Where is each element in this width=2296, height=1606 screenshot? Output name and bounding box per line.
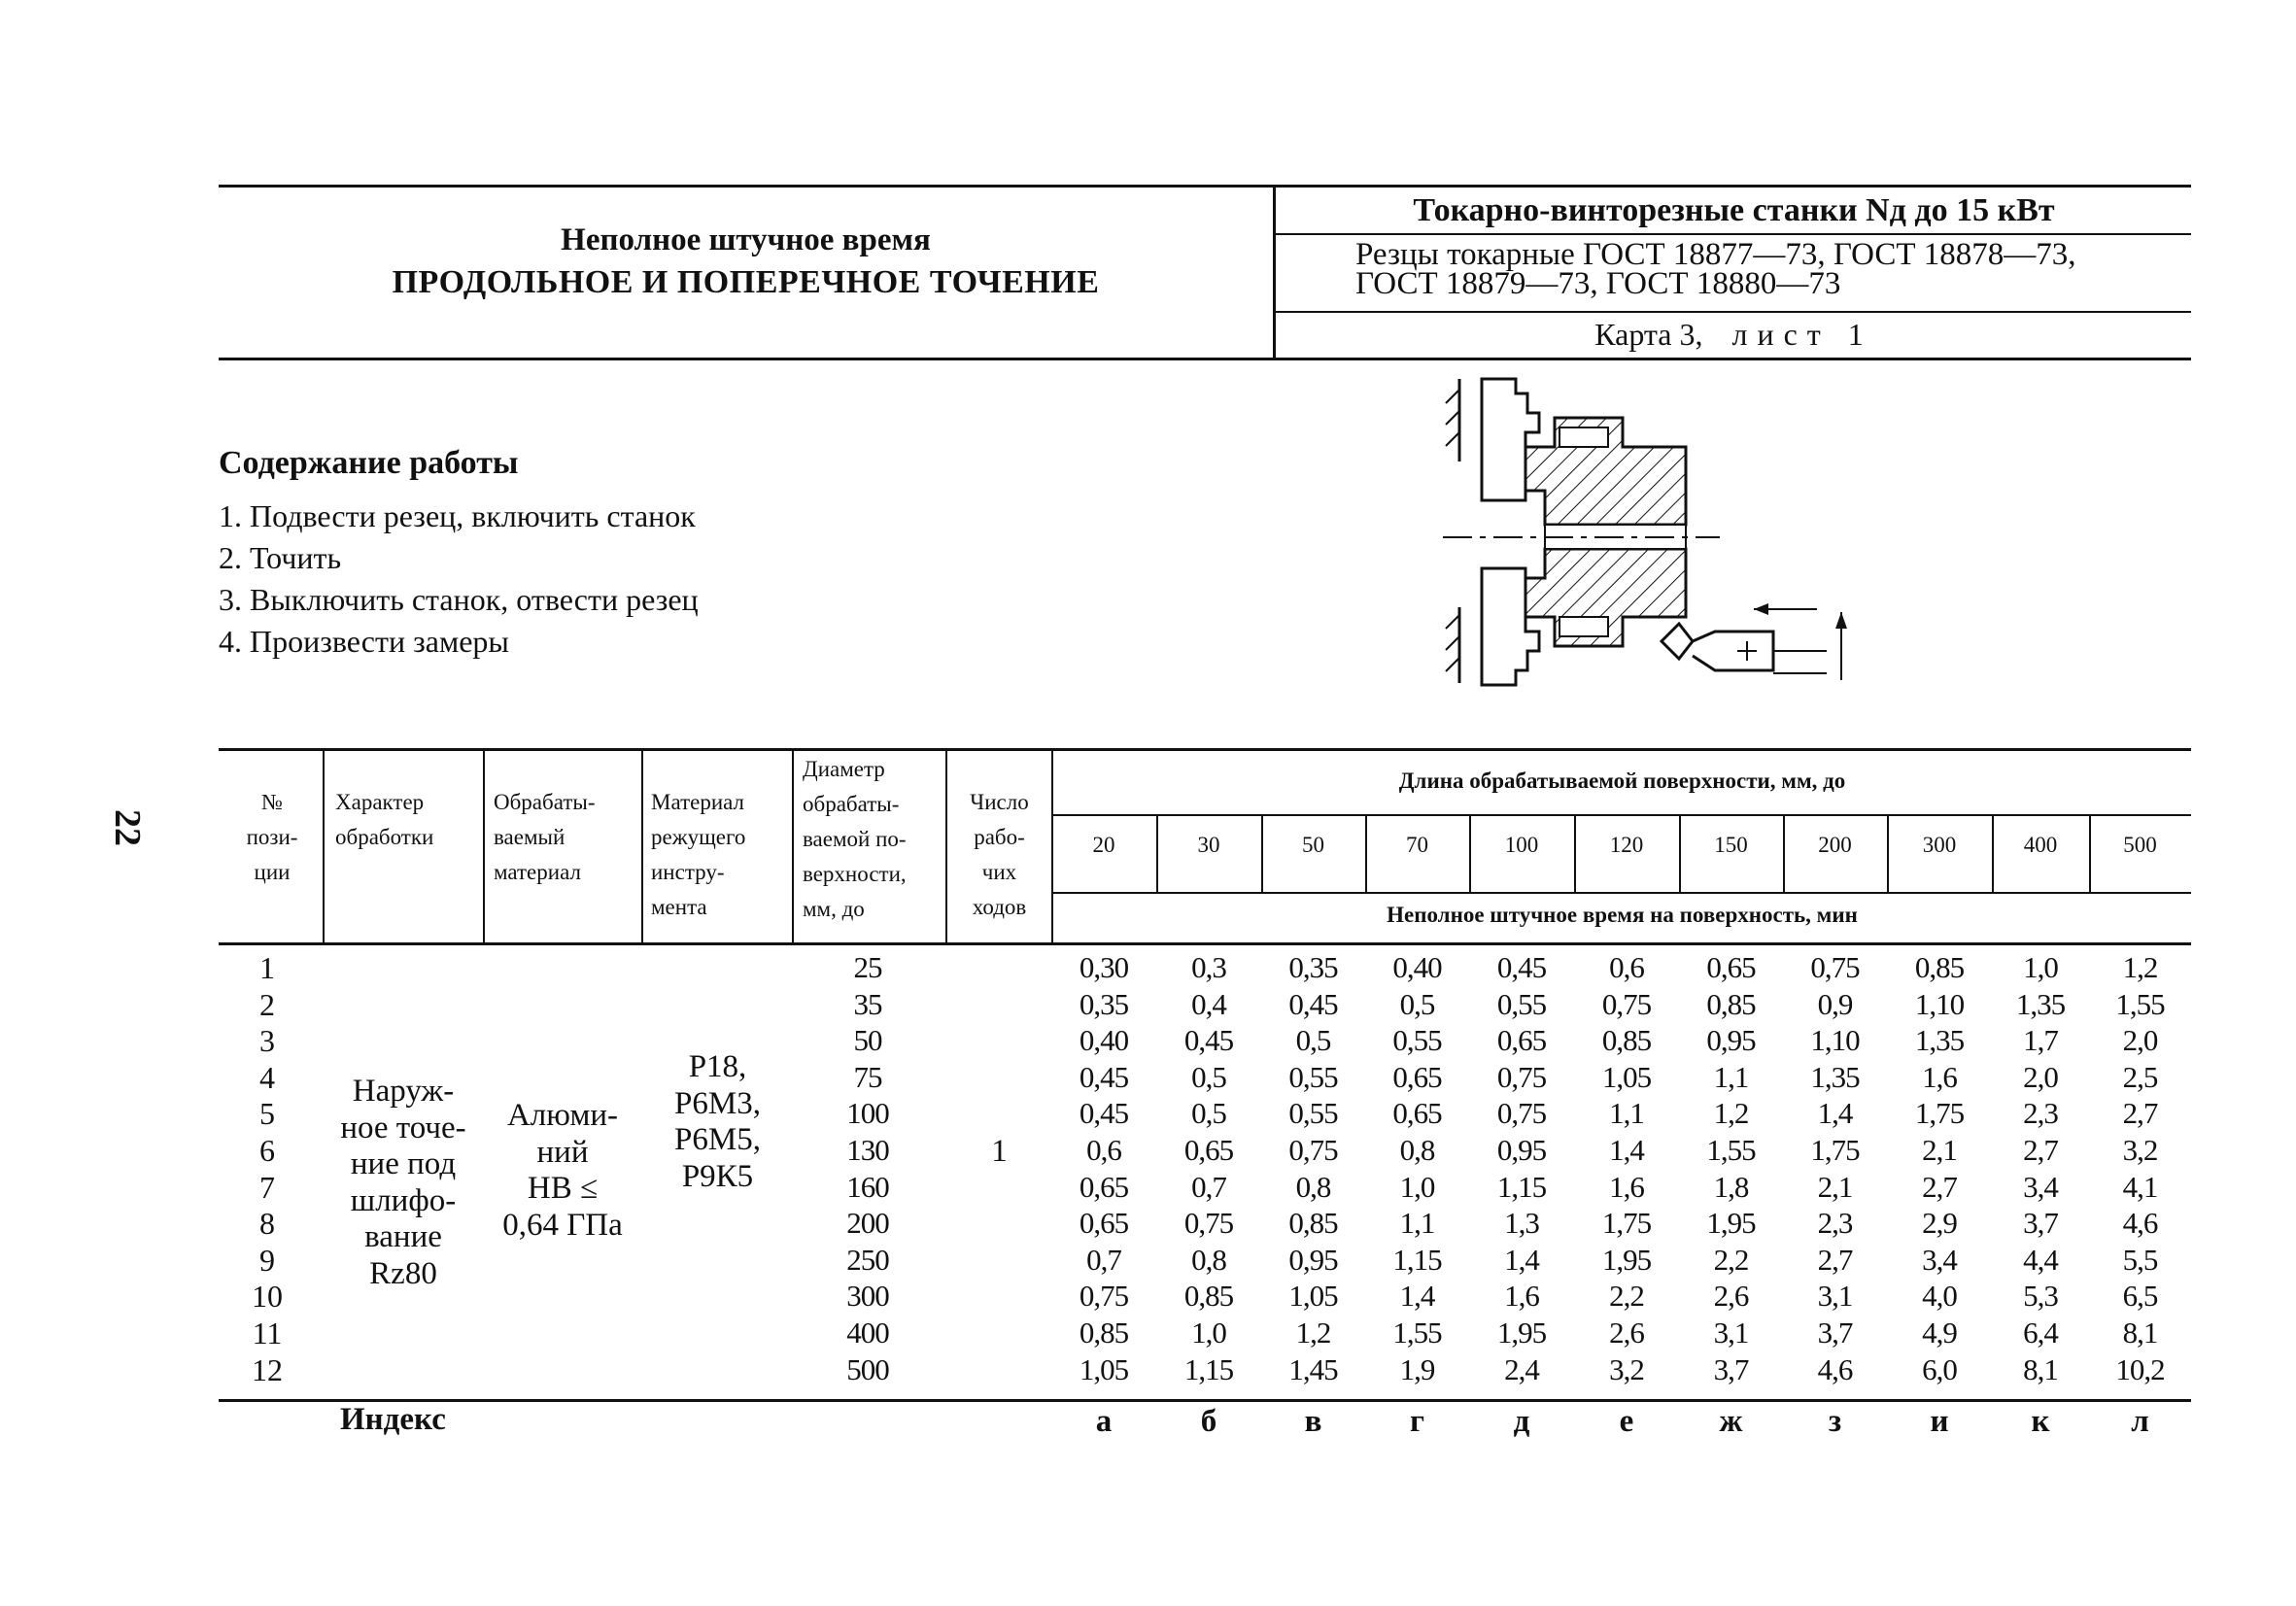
work-heading: Содержание работы (219, 445, 519, 481)
time-value: 3,7 (2023, 1206, 2058, 1241)
index-letter: к (2031, 1404, 2050, 1439)
col-divider (323, 748, 325, 942)
row-position: 3 (259, 1023, 275, 1059)
work-step: 4. Произвести замеры (219, 624, 509, 659)
time-value: 0,75 (1079, 1279, 1129, 1314)
header-machine: Токарно-винторезные станки Nд до 15 кВт (1413, 192, 2055, 228)
header-tool (651, 785, 792, 925)
length-values-rule (1051, 892, 2191, 894)
header-material-line: ваемый (494, 825, 565, 849)
header-diameter-line: ваемой по- (803, 827, 907, 851)
header-pos-line: № (261, 790, 283, 814)
time-value: 1,2 (1295, 1316, 1331, 1350)
row-position: 12 (252, 1351, 283, 1387)
table-header-bottom-rule (219, 942, 2191, 945)
row-position: 4 (259, 1059, 275, 1095)
header-passes-line: Число (970, 790, 1029, 814)
time-value: 1,8 (1713, 1169, 1749, 1204)
header-time: Неполное штучное время на поверхность, мин (1387, 903, 1858, 927)
time-value: 2,7 (2023, 1133, 2058, 1167)
row-position: 1 (259, 950, 275, 985)
time-value: 1,2 (1713, 1096, 1749, 1131)
time-value: 1,05 (1288, 1279, 1338, 1314)
work-step: 3. Выключить станок, отвести резец (219, 582, 699, 617)
time-value: 0,75 (1288, 1133, 1338, 1167)
row-position: 2 (259, 986, 275, 1022)
time-value: 6,4 (2023, 1316, 2058, 1350)
time-value: 0,85 (1183, 1279, 1234, 1314)
time-value: 2,7 (1922, 1169, 1957, 1204)
length-header: 500 (2123, 833, 2157, 857)
index-letter: е (1619, 1404, 1634, 1439)
pass-count: 1 (991, 1134, 1008, 1169)
processing-line: Наруж- (352, 1074, 455, 1109)
time-value: 3,4 (2023, 1169, 2058, 1204)
length-header: 30 (1197, 833, 1220, 857)
time-value: 0,9 (1817, 986, 1853, 1021)
processing-line: шлифо- (350, 1182, 457, 1218)
time-value: 0,8 (1295, 1169, 1331, 1204)
header-tool-line: инстру- (651, 860, 725, 884)
time-value: 6,0 (1922, 1351, 1957, 1386)
row-position: 5 (259, 1096, 275, 1132)
row-diameter: 35 (853, 986, 882, 1021)
index-letter: г (1410, 1404, 1424, 1439)
header-right-rule-1 (1275, 233, 2191, 235)
time-value: 3,2 (2122, 1133, 2158, 1167)
time-value: 0,55 (1496, 986, 1547, 1021)
time-value: 0,40 (1392, 950, 1442, 984)
row-diameter: 50 (853, 1023, 882, 1058)
processing-type (321, 1074, 486, 1292)
time-value: 1,10 (1810, 1023, 1860, 1058)
time-value: 4,0 (1922, 1279, 1957, 1314)
time-value: 3,1 (1817, 1279, 1853, 1314)
processing-line: ние под (350, 1146, 457, 1181)
length-header: 100 (1504, 833, 1539, 857)
time-value: 0,85 (1914, 950, 1965, 984)
time-value: 3,4 (1922, 1242, 1957, 1277)
length-header: 200 (1818, 833, 1852, 857)
header-passes (947, 785, 1051, 925)
time-value: 1,4 (1609, 1133, 1644, 1167)
time-value: 0,35 (1288, 950, 1338, 984)
header-diameter-line: Диаметр (803, 757, 885, 781)
col-divider (792, 748, 794, 942)
time-value: 0,30 (1079, 950, 1129, 984)
length-header: 150 (1714, 833, 1748, 857)
time-value: 0,95 (1706, 1023, 1756, 1058)
time-value: 0,75 (1496, 1096, 1547, 1131)
time-value: 0,75 (1601, 986, 1652, 1021)
header-tool-line: мента (651, 895, 707, 919)
tool-line: Р9К5 (681, 1158, 754, 1194)
time-value: 0,65 (1392, 1096, 1442, 1131)
time-value: 4,9 (1922, 1316, 1957, 1350)
time-value: 0,85 (1601, 1023, 1652, 1058)
time-value: 2,7 (1817, 1242, 1853, 1277)
time-value: 2,4 (1504, 1351, 1539, 1386)
time-value: 0,85 (1706, 986, 1756, 1021)
time-value: 1,55 (1706, 1133, 1756, 1167)
length-header: 120 (1609, 833, 1644, 857)
time-value: 1,15 (1496, 1169, 1547, 1204)
time-value: 1,95 (1601, 1242, 1652, 1277)
time-value: 0,65 (1079, 1206, 1129, 1241)
time-value: 1,4 (1399, 1279, 1435, 1314)
row-position: 6 (259, 1133, 275, 1168)
header-passes-line: ходов (972, 895, 1027, 919)
workpiece-material (481, 1098, 644, 1244)
time-value: 0,8 (1399, 1133, 1435, 1167)
processing-line: Rz80 (369, 1255, 437, 1291)
time-value: 0,7 (1086, 1242, 1121, 1277)
time-value: 0,55 (1288, 1059, 1338, 1094)
time-value: 1,55 (2115, 986, 2165, 1021)
time-value: 0,65 (1496, 1023, 1547, 1058)
time-value: 3,1 (1713, 1316, 1749, 1350)
time-value: 4,1 (2122, 1169, 2158, 1204)
time-value: 0,65 (1183, 1133, 1234, 1167)
header-tools-line-2: ГОСТ 18879—73, ГОСТ 18880—73 (1355, 266, 1841, 301)
header-tools (1355, 237, 2191, 301)
time-value: 1,95 (1496, 1316, 1547, 1350)
time-value: 5,3 (2023, 1279, 2058, 1314)
time-value: 0,65 (1706, 950, 1756, 984)
row-diameter: 200 (846, 1206, 889, 1241)
time-value: 1,35 (2015, 986, 2066, 1021)
header-passes-line: рабо- (974, 825, 1025, 849)
header-title: ПРОДОЛЬНОЕ И ПОПЕРЕЧНОЕ ТОЧЕНИЕ (392, 264, 1100, 300)
header-title-block (219, 219, 1273, 304)
table-top-rule (219, 748, 2191, 751)
material-line: HB ≤ (527, 1171, 599, 1206)
row-diameter: 300 (846, 1279, 889, 1314)
time-value: 1,75 (1914, 1096, 1965, 1131)
header-material-line: Обрабаты- (494, 790, 596, 814)
material-line: 0,64 ГПа (502, 1207, 623, 1243)
turning-sketch (1438, 374, 1885, 695)
time-value: 2,2 (1609, 1279, 1644, 1314)
index-letter: и (1930, 1404, 1949, 1439)
time-value: 0,95 (1288, 1242, 1338, 1277)
work-step: 2. Точить (219, 540, 342, 575)
time-value: 6,5 (2122, 1279, 2158, 1314)
time-value: 0,45 (1496, 950, 1547, 984)
time-value: 1,2 (2122, 950, 2158, 984)
header-top-rule (219, 185, 2191, 188)
length-header: 50 (1302, 833, 1324, 857)
time-value: 1,4 (1504, 1242, 1539, 1277)
time-value: 0,5 (1191, 1096, 1226, 1131)
time-value: 1,10 (1914, 986, 1965, 1021)
time-value: 1,15 (1183, 1351, 1234, 1386)
header-tools-line-1: Резцы токарные ГОСТ 18877—73, ГОСТ 18878—73, (1355, 237, 2076, 272)
time-value: 1,1 (1713, 1059, 1749, 1094)
time-value: 5,5 (2122, 1242, 2158, 1277)
row-position: 10 (252, 1279, 283, 1315)
time-value: 1,15 (1392, 1242, 1442, 1277)
time-value: 1,6 (1504, 1279, 1539, 1314)
row-diameter: 75 (853, 1059, 882, 1094)
index-letter: б (1200, 1404, 1217, 1439)
time-value: 2,3 (1817, 1206, 1853, 1241)
header-diameter (803, 752, 943, 927)
row-diameter: 250 (846, 1242, 889, 1277)
time-value: 8,1 (2023, 1351, 2058, 1386)
time-value: 1,9 (1399, 1351, 1435, 1386)
tool-line: Р6М5, (674, 1122, 761, 1157)
time-value: 0,5 (1295, 1023, 1331, 1058)
tool-line: Р18, (688, 1049, 747, 1084)
time-value: 0,45 (1288, 986, 1338, 1021)
index-letter: в (1304, 1404, 1322, 1439)
row-diameter: 160 (846, 1169, 889, 1204)
header-char (335, 785, 481, 855)
time-value: 1,55 (1392, 1316, 1442, 1350)
header-material-line: материал (494, 860, 581, 884)
header-pos-line: ции (254, 860, 291, 884)
length-header: 400 (2023, 833, 2058, 857)
time-value: 0,65 (1392, 1059, 1442, 1094)
time-value: 4,6 (2122, 1206, 2158, 1241)
time-value: 1,05 (1601, 1059, 1652, 1094)
header-subtitle: Неполное штучное время (561, 222, 931, 257)
time-value: 0,75 (1810, 950, 1860, 984)
work-step: 1. Подвести резец, включить станок (219, 498, 696, 533)
header-passes-line: чих (981, 860, 1017, 884)
processing-line: ное точе- (340, 1110, 466, 1145)
time-value: 0,8 (1191, 1242, 1226, 1277)
time-value: 1,1 (1399, 1206, 1435, 1241)
time-value: 3,7 (1713, 1351, 1749, 1386)
time-value: 0,40 (1079, 1023, 1129, 1058)
length-header: 70 (1406, 833, 1428, 857)
header-length: Длина обрабатываемой поверхности, мм, до (1398, 769, 1846, 793)
col-divider (641, 748, 643, 942)
time-value: 0,85 (1079, 1316, 1129, 1350)
time-value: 3,2 (1609, 1351, 1644, 1386)
time-value: 1,05 (1079, 1351, 1129, 1386)
time-value: 2,5 (2122, 1059, 2158, 1094)
time-value: 0,45 (1079, 1059, 1129, 1094)
time-value: 1,4 (1817, 1096, 1853, 1131)
header-tool-line: Материал (651, 790, 745, 814)
row-position: 8 (259, 1206, 275, 1242)
time-value: 1,7 (2023, 1023, 2058, 1058)
row-position: 11 (252, 1316, 283, 1350)
time-value: 0,55 (1288, 1096, 1338, 1131)
time-value: 1,45 (1288, 1351, 1338, 1386)
work-content (219, 442, 699, 663)
length-header: 20 (1092, 833, 1115, 857)
length-header: 300 (1922, 833, 1957, 857)
index-letter: д (1513, 1404, 1530, 1439)
time-value: 0,75 (1183, 1206, 1234, 1241)
time-value: 1,6 (1922, 1059, 1957, 1094)
time-value: 0,4 (1191, 986, 1226, 1021)
time-value: 0,45 (1079, 1096, 1129, 1131)
material-line: Алюми- (506, 1098, 619, 1133)
time-value: 1,35 (1914, 1023, 1965, 1058)
time-value: 0,95 (1496, 1133, 1547, 1167)
col-divider (483, 748, 485, 942)
time-value: 1,1 (1609, 1096, 1644, 1131)
time-value: 4,6 (1817, 1351, 1853, 1386)
header-pos-line: пози- (246, 825, 298, 849)
time-value: 2,1 (1817, 1169, 1853, 1204)
sheet-number: лист 1 (1731, 317, 1873, 352)
time-value: 1,6 (1609, 1169, 1644, 1204)
time-value: 0,65 (1079, 1169, 1129, 1204)
time-value: 1,0 (1399, 1169, 1435, 1204)
time-value: 2,6 (1713, 1279, 1749, 1314)
row-position: 7 (259, 1169, 275, 1205)
time-value: 4,4 (2023, 1242, 2058, 1277)
card-number: Карта 3, (1594, 317, 1703, 352)
row-diameter: 130 (846, 1133, 889, 1167)
time-value: 1,0 (1191, 1316, 1226, 1350)
time-value: 3,7 (1817, 1316, 1853, 1350)
page-number: 22 (107, 809, 148, 846)
header-char-line: Характер (335, 790, 425, 814)
header-diameter-line: мм, до (803, 897, 865, 921)
time-value: 2,0 (2122, 1023, 2158, 1058)
tool-material (641, 1049, 794, 1195)
header-diameter-line: обрабаты- (803, 792, 900, 816)
time-value: 1,0 (2023, 950, 2058, 984)
time-value: 2,0 (2023, 1059, 2058, 1094)
header-material (494, 785, 639, 890)
index-letter: з (1828, 1404, 1842, 1439)
time-value: 0,35 (1079, 986, 1129, 1021)
row-diameter: 500 (846, 1351, 889, 1386)
time-value: 2,1 (1922, 1133, 1957, 1167)
index-letter: л (2131, 1404, 2149, 1439)
time-value: 0,75 (1496, 1059, 1547, 1094)
time-value: 1,35 (1810, 1059, 1860, 1094)
time-value: 0,55 (1392, 1023, 1442, 1058)
row-diameter: 400 (846, 1316, 889, 1350)
time-value: 2,9 (1922, 1206, 1957, 1241)
time-value: 0,45 (1183, 1023, 1234, 1058)
time-value: 0,3 (1191, 950, 1226, 984)
length-header-rule (1051, 814, 2191, 816)
time-value: 1,3 (1504, 1206, 1539, 1241)
time-value: 0,6 (1086, 1133, 1121, 1167)
time-value: 2,6 (1609, 1316, 1644, 1350)
header-card (1275, 313, 2193, 356)
time-value: 2,2 (1713, 1242, 1749, 1277)
time-value: 0,6 (1609, 950, 1644, 984)
time-value: 8,1 (2122, 1316, 2158, 1350)
header-char-line: обработки (335, 825, 434, 849)
index-label: Индекс (340, 1402, 446, 1437)
header-tool-line: режущего (651, 825, 746, 849)
time-value: 1,95 (1706, 1206, 1756, 1241)
header-diameter-line: верхности, (803, 862, 907, 886)
row-position: 9 (259, 1242, 275, 1278)
index-letter: ж (1719, 1404, 1743, 1439)
time-value: 0,5 (1191, 1059, 1226, 1094)
tool-line: Р6М3, (674, 1085, 761, 1121)
row-diameter: 25 (853, 950, 882, 984)
material-line: ний (536, 1134, 589, 1170)
header-bottom-rule (219, 358, 2191, 360)
header-pos (222, 785, 323, 890)
time-value: 10,2 (2115, 1351, 2165, 1386)
time-value: 0,85 (1288, 1206, 1338, 1241)
table-index-rule (219, 1399, 2191, 1402)
time-value: 2,7 (2122, 1096, 2158, 1131)
index-letter: а (1095, 1404, 1113, 1439)
processing-line: вание (364, 1219, 442, 1254)
time-value: 1,75 (1601, 1206, 1652, 1241)
time-value: 0,5 (1399, 986, 1435, 1021)
time-value: 1,75 (1810, 1133, 1860, 1167)
row-diameter: 100 (846, 1096, 889, 1131)
time-value: 2,3 (2023, 1096, 2058, 1131)
time-value: 0,7 (1191, 1169, 1226, 1204)
